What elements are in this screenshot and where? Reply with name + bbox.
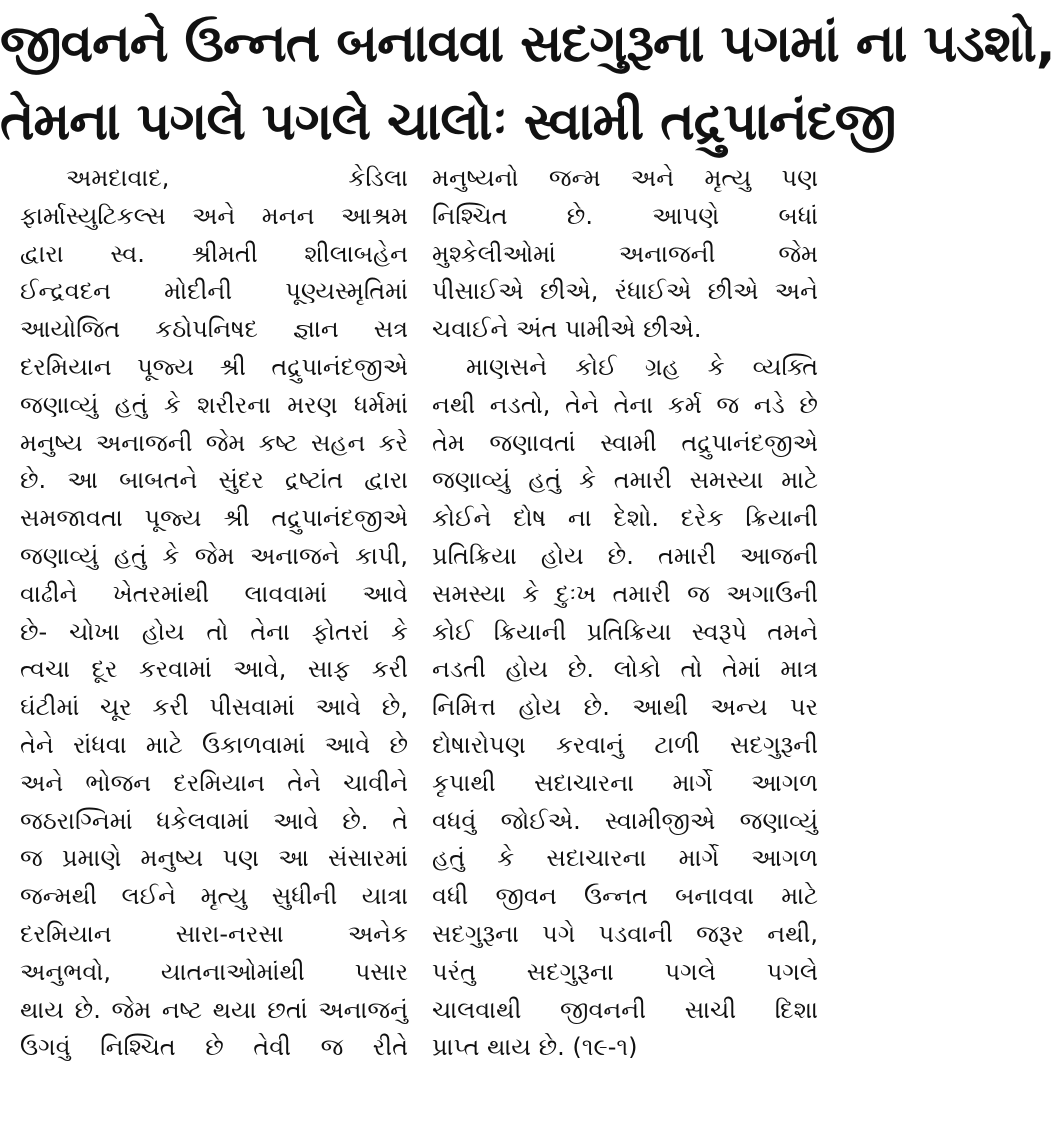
text-line: તેમ જણાવતાં સ્વામી તદ્રુપાનંદજીએ bbox=[432, 428, 818, 457]
text-line: કોઈ ક્રિયાની પ્રતિક્રિયા સ્વરૂપે તમને bbox=[432, 617, 818, 646]
text-line: દ્વારા સ્વ. શ્રીમતી શીલાબહેન bbox=[20, 239, 408, 268]
text-line: નિમિત્ત હોય છે. આથી અન્ય પર bbox=[432, 693, 818, 722]
text-line: નથી નડતો, તેને તેના કર્મ જ નડે છે bbox=[432, 390, 818, 419]
text-line: ઉગવું નિશ્ચિત છે તેવી જ રીતે bbox=[20, 1033, 408, 1062]
text-line: મનુષ્યનો જન્મ અને મૃત્યુ પણ bbox=[432, 164, 818, 192]
text-line: પરંતુ સદગુરૂના પગલે પગલે bbox=[432, 957, 818, 986]
text-line: વધવું જોઈએ. સ્વામીજીએ જણાવ્યું bbox=[432, 806, 818, 835]
text-line: તેને રાંધવા માટે ઉકાળવામાં આવે છે bbox=[20, 730, 408, 759]
text-line: જ પ્રમાણે મનુષ્ય પણ આ સંસારમાં bbox=[20, 844, 408, 873]
text-line: ઘંટીમાં ચૂર કરી પીસવામાં આવે છે, bbox=[20, 693, 408, 722]
article-column-left bbox=[20, 160, 408, 1067]
text-line: માણસને કોઈ ગ્રહ કે વ્યક્તિ bbox=[466, 352, 818, 381]
headline-line-1: જીવનને ઉન્નત બનાવવા સદગુરૂના પગમાં ના પડશો, bbox=[0, 14, 1055, 74]
text-line: હતું કે સદાચારના માર્ગે આગળ bbox=[432, 844, 818, 873]
text-line: કોઈને દોષ ના દેશો. દરેક ક્રિયાની bbox=[432, 504, 818, 533]
text-line: ત્વચા દૂર કરવામાં આવે, સાફ કરી bbox=[20, 655, 408, 684]
text-line: જન્મથી લઈને મૃત્યુ સુધીની યાત્રા bbox=[20, 882, 408, 911]
text-line: જણાવ્યું હતું કે તમારી સમસ્યા માટે bbox=[432, 466, 818, 495]
text-line: નિશ્ચિત છે. આપણે બધાં bbox=[432, 201, 818, 230]
text-line: અને ભોજન દરમિયાન તેને ચાવીને bbox=[20, 768, 408, 797]
text-line: દરમિયાન પૂજ્ય શ્રી તદ્રુપાનંદજીએ bbox=[20, 352, 408, 381]
text-line: ચવાઈને અંત પામીએ છીએ. bbox=[432, 315, 702, 344]
text-line: જઠરાગ્નિમાં ધકેલવામાં આવે છે. તે bbox=[20, 806, 408, 835]
text-line: આયોજિત કઠોપનિષદ જ્ઞાન સત્ર bbox=[20, 315, 408, 344]
text-line: મનુષ્ય અનાજની જેમ કષ્ટ સહન કરે bbox=[20, 428, 408, 457]
article-column-right bbox=[432, 160, 818, 1067]
text-line: ઈન્દ્રવદન મોદીની પૂણ્યસ્મૃતિમાં bbox=[20, 277, 408, 306]
text-line: જણાવ્યું હતું કે જેમ અનાજને કાપી, bbox=[20, 541, 408, 570]
text-line: થાય છે. જેમ નષ્ટ થયા છતાં અનાજનું bbox=[20, 995, 408, 1024]
text-line: સમસ્યા કે દુઃખ તમારી જ અગાઉની bbox=[432, 579, 818, 608]
text-line: અનુભવો, યાતનાઓમાંથી પસાર bbox=[20, 957, 408, 986]
text-line: ફાર્માસ્યુટિકલ્સ અને મનન આશ્રમ bbox=[20, 201, 408, 230]
text-line: દરમિયાન સારા-નરસા અનેક bbox=[20, 919, 408, 948]
text-line: પ્રાપ્ત થાય છે. (૧૯-૧) bbox=[432, 1033, 638, 1062]
text-line: નડતી હોય છે. લોકો તો તેમાં માત્ર bbox=[432, 655, 818, 684]
text-line: છે- ચોખા હોય તો તેના ફોતરાં કે bbox=[20, 617, 408, 646]
text-line: સમજાવતા પૂજ્ય શ્રી તદ્રુપાનંદજીએ bbox=[20, 504, 408, 533]
text-line: છે. આ બાબતને સુંદર દ્રષ્ટાંત દ્વારા bbox=[20, 466, 408, 495]
text-line: મુશ્કેલીઓમાં અનાજની જેમ bbox=[432, 239, 818, 268]
text-line: પીસાઈએ છીએ, રંધાઈએ છીએ અને bbox=[432, 277, 818, 306]
text-line: સદગુરૂના પગે પડવાની જરૂર નથી, bbox=[432, 919, 818, 948]
text-line: વાઢીને ખેતરમાંથી લાવવામાં આવે bbox=[20, 579, 408, 608]
text-line: ચાલવાથી જીવનની સાચી દિશા bbox=[432, 995, 818, 1024]
text-line: વધી જીવન ઉન્નત બનાવવા માટે bbox=[432, 882, 818, 911]
text-line: અમદાવાદ, કેડિલા bbox=[66, 164, 408, 192]
headline-line-2: તેમના પગલે પગલે ચાલોઃ સ્વામી તદ્રુપાનંદજી bbox=[0, 92, 896, 152]
text-line: દોષારોપણ કરવાનું ટાળી સદગુરૂની bbox=[432, 730, 818, 759]
text-line: કૃપાથી સદાચારના માર્ગે આગળ bbox=[432, 768, 818, 797]
text-line: જણાવ્યું હતું કે શરીરના મરણ ધર્મમાં bbox=[20, 390, 408, 419]
text-line: પ્રતિક્રિયા હોય છે. તમારી આજની bbox=[432, 541, 818, 570]
